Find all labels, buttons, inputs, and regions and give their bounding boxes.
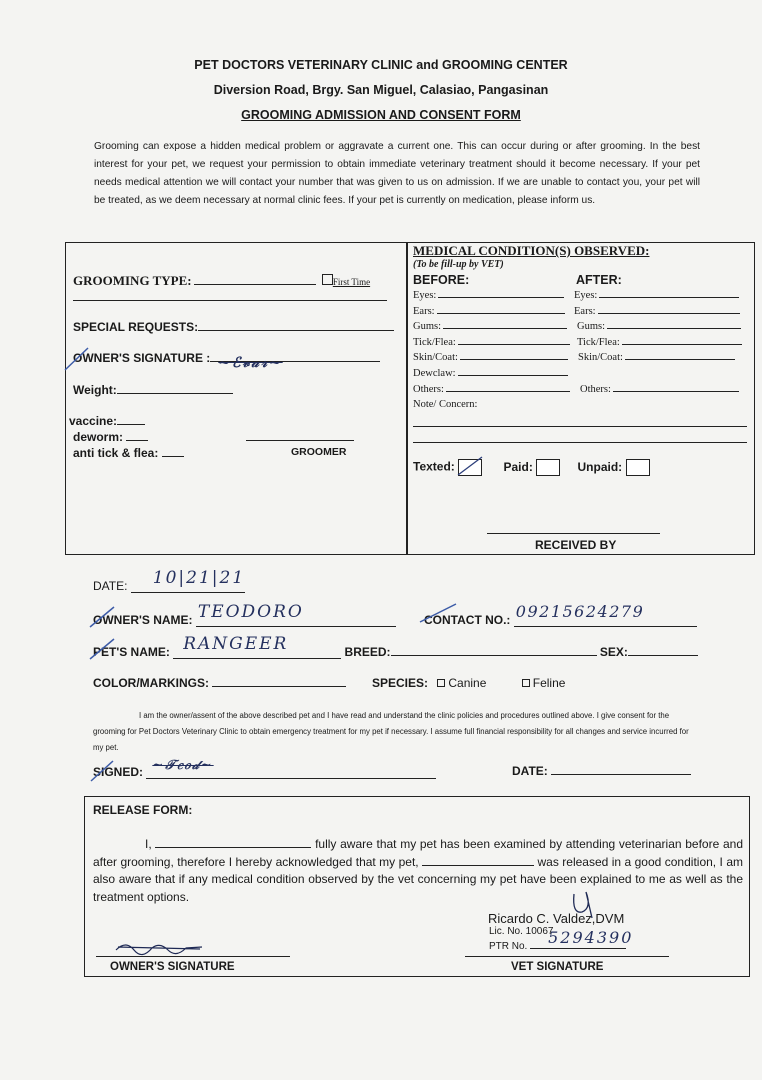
deworm-label: deworm: [73,430,124,444]
before-skin-label: Skin/Coat: [413,352,458,363]
vaccine-row [69,414,145,428]
before-label: BEFORE: [413,273,470,287]
vet-license: Lic. No. 10067 [489,926,554,937]
after-skin-label: Skin/Coat: [578,352,623,363]
before-eyes-field[interactable] [438,297,564,298]
canine-checkbox[interactable] [437,679,445,687]
ptr-field[interactable] [530,928,634,949]
after-tick-field[interactable] [622,344,742,345]
before-tick-field[interactable] [458,344,570,345]
date-field[interactable] [131,568,246,593]
after-skin-row [578,352,735,363]
pet-name-label: PET'S NAME: [93,645,170,659]
received-by-label: RECEIVED BY [535,538,617,552]
before-others-label: Others: [413,384,444,395]
before-ears-label: Ears: [413,306,435,317]
anti-tick-row [73,446,184,460]
owner-signature-caption: OWNER'S SIGNATURE [110,961,235,973]
color-label: COLOR/MARKINGS: [93,676,209,690]
before-tick-label: Tick/Flea: [413,337,456,348]
pet-name-field[interactable] [173,634,341,659]
deworm-field[interactable] [126,440,148,441]
vet-name: Ricardo C. Valdez,DVM [488,911,625,926]
owner-name-row [93,602,396,627]
contact-row [424,602,697,627]
after-tick-label: Tick/Flea: [577,337,620,348]
first-time-label: First Time [332,277,371,287]
checkmark-icon [62,344,92,374]
before-ears-row [413,306,565,317]
after-tick-row [577,337,742,348]
feline-checkbox[interactable] [522,679,530,687]
note-label: Note/ Concern: [413,399,478,410]
special-requests-row [73,320,394,334]
before-others-row [413,384,570,395]
after-eyes-field[interactable] [599,297,739,298]
vaccine-field[interactable] [117,424,145,425]
pet-name-row [93,634,698,659]
dewclaw-field[interactable] [458,375,568,376]
before-eyes-row [413,290,564,301]
canine-label: Canine [448,676,487,690]
paid-checkbox[interactable] [536,459,560,476]
first-time-checkbox[interactable] [322,274,333,285]
clinic-name: PET DOCTORS VETERINARY CLINIC and GROOMING CENTER [194,58,568,72]
signed-field[interactable] [146,758,436,779]
vet-signature-caption: VET SIGNATURE [511,961,604,973]
owner-name-field[interactable] [196,602,396,627]
consent-date-field[interactable] [551,774,691,775]
grooming-type-row [73,273,403,289]
deworm-row [73,430,148,444]
breed-field[interactable] [391,655,597,656]
box-divider [406,242,408,554]
breed-label: BREED: [344,645,391,659]
payment-row [413,459,650,476]
texted-checkbox[interactable] [458,459,482,476]
signed-label: SIGNED: [93,765,144,779]
after-gums-label: Gums: [577,321,606,332]
after-ears-row [574,306,740,317]
after-skin-field[interactable] [625,359,735,360]
checkmark-icon [87,604,117,630]
received-by-line[interactable] [487,533,660,534]
color-row [93,676,346,690]
checkmark-icon [418,602,458,624]
weight-field[interactable] [117,393,233,394]
dewclaw-label: Dewclaw: [413,368,456,379]
after-others-label: Others: [580,384,611,395]
after-eyes-row [574,290,739,301]
medical-subtitle: (To be fill-up by VET) [413,259,504,270]
check-stroke-icon [456,456,484,476]
note-line-1[interactable] [413,426,747,427]
owner-signature-scribble [114,938,204,958]
owner-name-value: TEODORO [197,602,304,622]
before-ears-field[interactable] [437,313,565,314]
release-pet-field[interactable] [422,865,534,866]
release-title: RELEASE FORM: [93,803,193,817]
after-gums-field[interactable] [607,328,741,329]
owner-signature-label: OWNER'S SIGNATURE : [73,351,211,365]
sex-field[interactable] [628,655,698,656]
after-ears-label: Ears: [574,306,596,317]
release-paragraph [93,836,743,906]
before-skin-row [413,352,568,363]
signed-scribble: ~𝒯𝑒𝑜𝒹~ [152,758,214,773]
after-gums-row [577,321,741,332]
special-requests-field[interactable] [198,330,394,331]
checkmark-icon [88,758,116,784]
after-ears-field[interactable] [598,313,740,314]
release-i: I, [145,837,152,851]
intro-paragraph: Grooming can expose a hidden medical problem or aggravate a current one. This can occur during or after grooming. In the best interest for your pet, we request your permission to obtain immediate veterinary treatment should it become necessary. If your pet needs medical attention we will contact your number that was given to us on admission. If we are unable to contact you, your pet will be treated, as we deem necessary at normal clinic fees. If your pet is currently on medication, please inform us. [94,141,700,206]
before-gums-field[interactable] [443,328,567,329]
before-tick-row [413,337,570,348]
release-text-1: fully aware that my pet has been examined by attending veterinarian before and after grooming, therefore I hereby acknowledged that my pet, [93,837,743,869]
contact-field[interactable] [514,602,697,627]
contact-label: CONTACT NO.: [424,613,511,627]
sex-label: SEX: [599,645,628,659]
date-label: DATE: [93,579,128,593]
release-name-field[interactable] [155,847,311,848]
before-eyes-label: Eyes: [413,290,437,301]
form-title: GROOMING ADMISSION AND CONSENT FORM [241,108,521,122]
medical-title: MEDICAL CONDITION(S) OBSERVED: [413,243,650,258]
anti-tick-field[interactable] [162,456,184,457]
special-requests-label: SPECIAL REQUESTS: [73,320,199,334]
vet-signature-scribble [568,888,602,922]
checkmark-icon [87,636,117,662]
unpaid-label: Unpaid: [577,459,623,474]
feline-label: Feline [532,676,566,690]
date-value: 10|21|21 [152,568,246,588]
before-gums-row [413,321,567,332]
pet-name-value: RANGEER [183,634,289,654]
groomer-line[interactable] [246,440,354,441]
owner-signature-scribble: ~ℰ𝓋𝒶𝓇~ [218,355,283,371]
consent-paragraph: I am the owner/assent of the above described pet and I have read and understand the clinic policies and procedures outlined above. I give consent for the grooming for Pet Doctors Veterinary Clinic to obtain emergency treatment for my pet if necessary. I assume full financial responsibility for all changes and service incurred for my pet. [93,711,689,752]
species-label: SPECIES: [372,676,429,690]
consent-date-row [512,764,691,778]
before-gums-label: Gums: [413,321,442,332]
consent-date-label: DATE: [512,764,548,778]
release-text-2: was released in a good condition, I am also aware that if any medical condition observed by the vet concerning my pet have been explained to me as well as the treatment options. [93,854,743,904]
anti-tick-label: anti tick & flea: [73,446,159,460]
before-others-field[interactable] [446,391,570,392]
texted-label: Texted: [413,459,455,474]
color-field[interactable] [212,686,346,687]
vet-signature-line[interactable] [465,956,669,957]
weight-row [73,383,233,397]
vaccine-label: vaccine: [69,414,118,428]
dewclaw-row [413,368,568,379]
after-eyes-label: Eyes: [574,290,598,301]
groomer-label: GROOMER [291,446,347,458]
ptr-value: 5294390 [548,928,634,947]
after-label: AFTER: [576,273,622,287]
owner-signature-field[interactable] [210,355,380,371]
unpaid-checkbox[interactable] [626,459,650,476]
note-line-2[interactable] [413,442,747,443]
grooming-type-field[interactable] [194,284,316,285]
grooming-type-label: GROOMING TYPE: [73,273,192,288]
ptr-label: PTR No. [489,941,528,952]
clinic-address: Diversion Road, Brgy. San Miguel, Calasiao, Pangasinan [213,83,549,97]
after-others-row [580,384,739,395]
contact-value: 09215624279 [515,602,645,621]
paid-label: Paid: [503,459,533,474]
species-row [372,676,565,690]
signed-row [93,758,436,779]
before-skin-field[interactable] [460,359,568,360]
owner-signature-row [73,351,380,371]
date-row [93,568,246,593]
weight-label: Weight: [73,383,117,397]
owner-name-label: OWNER'S NAME: [93,613,193,627]
after-others-field[interactable] [613,391,739,392]
grooming-type-line [73,300,387,301]
